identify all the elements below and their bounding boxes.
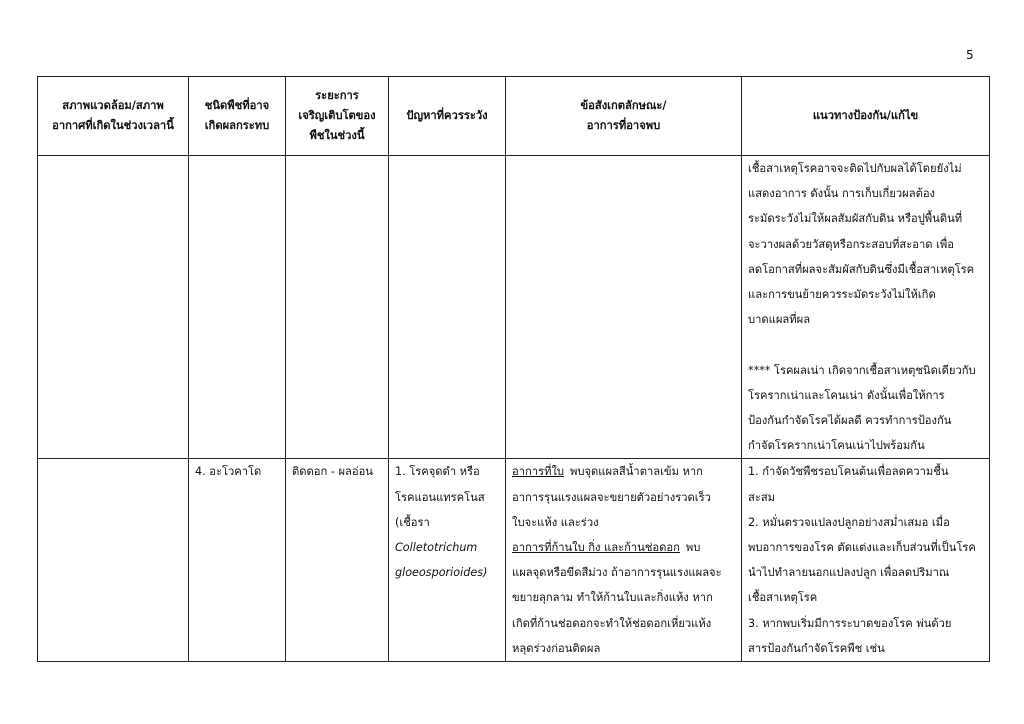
prevention-line: สะสม xyxy=(748,490,776,504)
prevention-line: ระมัดระวังไม่ให้ผลสัมผัสกับดิน หรือปูพื้นดินที่ xyxy=(748,212,963,226)
note-line: โรครากเน่าและโคนเน่า ดังนั้นเพื่อให้การ xyxy=(748,388,945,402)
cell-growth-stage xyxy=(286,156,389,459)
symptom-line: ขยายลุกลาม ทำให้ก้านใบและกิ่งแห้ง หาก xyxy=(512,591,713,605)
header-environment: สภาพแวดล้อม/สภาพ อากาศที่เกิดในช่วงเวลานี้ xyxy=(38,77,189,156)
prevention-line: นำไปทำลายนอกแปลงปลูก เพื่อลดปริมาณ xyxy=(748,566,950,580)
prevention-line: จะวางผลด้วยวัสดุหรือกระสอบที่สะอาด เพื่อ xyxy=(748,237,954,251)
table-row xyxy=(38,156,990,459)
prevention-line: 1. กำจัดวัชพืชรอบโคนต้นเพื่อลดความชื้น xyxy=(748,465,949,479)
crop-name: 4. อะโวคาโด xyxy=(195,465,262,479)
table-header-row xyxy=(38,77,990,156)
header-problem: ปัญหาที่ควรระวัง xyxy=(389,77,506,156)
cell-environment xyxy=(38,156,189,459)
prevention-line: สารป้องกันกำจัดโรคพืช เช่น xyxy=(748,641,885,655)
stem-symptom-line: อาการที่ก้านใบ กิ่ง และก้านช่อดอก พบ xyxy=(512,541,701,555)
cell-crop xyxy=(189,459,286,662)
symptom-line: อาการรุนแรงแผลจะขยายตัวอย่างรวดเร็ว xyxy=(512,490,711,504)
pathogen-species: gloeosporioides) xyxy=(395,566,488,580)
cell-symptoms xyxy=(506,156,742,459)
stem-symptom-heading: อาการที่ก้านใบ กิ่ง และก้านช่อดอก xyxy=(512,541,680,555)
note-line: กำจัดโรครากเน่าโคนเน่าไปพร้อมกัน xyxy=(748,439,925,453)
symptom-line: หลุดร่วงก่อนติดผล xyxy=(512,641,601,655)
cell-environment xyxy=(38,459,189,662)
cell-problem xyxy=(389,459,506,662)
page-number: 5 xyxy=(966,48,974,62)
problem-line: (เชื้อรา xyxy=(395,515,430,529)
symptom-line: เกิดที่ก้านช่อดอกจะทำให้ช่อดอกเหี่ยวแห้ง xyxy=(512,616,712,630)
growth-stage: ติดดอก - ผลอ่อน xyxy=(292,465,373,479)
header-crop: ชนิดพืชที่อาจ เกิดผลกระทบ xyxy=(189,77,286,156)
prevention-line: พบอาการของโรค ตัดแต่งและเก็บส่วนที่เป็นโรค xyxy=(748,541,976,555)
symptom-line: แผลจุดหรือขีดสีม่วง ถ้าอาการรุนแรงแผลจะ xyxy=(512,566,722,580)
prevention-line: บาดแผลที่ผล xyxy=(748,313,811,327)
problem-line: 1. โรคจุดดำ หรือ xyxy=(395,465,480,479)
symptom-line: ใบจะแห้ง และร่วง xyxy=(512,515,599,529)
disease-guidance-table xyxy=(37,76,990,662)
cell-prevention xyxy=(742,156,990,459)
prevention-line: และการขนย้ายควรระมัดระวังไม่ให้เกิด xyxy=(748,288,936,302)
header-symptoms: ข้อสังเกตลักษณะ/ อาการที่อาจพบ xyxy=(506,77,742,156)
header-growth-stage: ระยะการ เจริญเติบโตของ พืชในช่วงนี้ xyxy=(286,77,389,156)
prevention-line: แสดงอาการ ดังนั้น การเก็บเกี่ยวผลต้อง xyxy=(748,187,936,201)
note-line: ป้องกันกำจัดโรคได้ผลดี ควรทำการป้องกัน xyxy=(748,414,952,428)
table-row xyxy=(38,459,990,662)
prevention-line: 2. หมั่นตรวจแปลงปลูกอย่างสม่ำเสมอ เมื่อ xyxy=(748,515,950,529)
prevention-line: เชื้อสาเหตุโรคอาจจะติดไปกับผลได้โดยยังไม่ xyxy=(748,162,962,175)
prevention-line: ลดโอกาสที่ผลจะสัมผัสกับดินซึ่งมีเชื้อสาเหตุโรค xyxy=(748,262,975,276)
header-prevention: แนวทางป้องกัน/แก้ไข xyxy=(742,77,990,156)
cell-growth-stage xyxy=(286,459,389,662)
problem-line: โรคแอนแทรคโนส xyxy=(395,490,485,504)
prevention-line: เชื้อสาเหตุโรค xyxy=(748,591,818,605)
prevention-line: 3. หากพบเริ่มมีการระบาดของโรค พ่นด้วย xyxy=(748,616,952,630)
note-line: **** โรคผลเน่า เกิดจากเชื้อสาเหตุชนิดเดียวกับ xyxy=(748,363,976,377)
pathogen-genus: Colletotrichum xyxy=(395,541,478,555)
cell-problem xyxy=(389,156,506,459)
leaf-symptom-heading: อาการที่ใบ xyxy=(512,465,565,479)
leaf-symptom-line: อาการที่ใบ พบจุดแผลสีน้ำตาลเข้ม หาก xyxy=(512,465,703,479)
cell-crop xyxy=(189,156,286,459)
cell-symptoms xyxy=(506,459,742,662)
cell-prevention xyxy=(742,459,990,662)
